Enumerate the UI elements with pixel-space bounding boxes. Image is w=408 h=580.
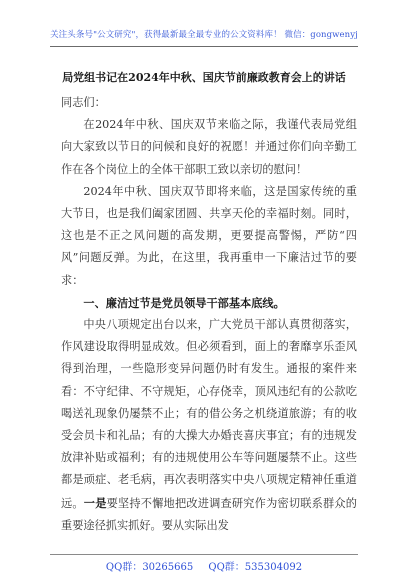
section-heading-1: 一、廉洁过节是党员领导干部基本底线。	[83, 295, 285, 310]
footer-contacts	[0, 558, 408, 573]
paragraph-requirements: 2024年中秋、国庆双节即将来临，这是国家传统的重大节日，也是我们阖家团圆、共享天伦的幸福时刻。同时，这也是不正之风问题的高发期，更要提高警惕，严防“四风”问题反弹。为此，在这里，我再重申一下廉洁过节的要求：	[61, 184, 357, 287]
paragraph-greeting: 在2024年中秋、国庆双节来临之际，我谨代表局党组向大家致以节日的问候和良好的祝愿！并通过你们向辛勤工作在各个岗位上的全体干部职工致以亲切的慰问！	[61, 118, 357, 176]
footer-qq-group-1: QQ群：30265665	[105, 562, 194, 573]
header-promo-note: 关注头条号"公文研究"，获得最新最全最专业的公文资料库！ 微信：gongwenyj	[50, 30, 358, 40]
paragraph-section-1-lead: 中央八项规定出台以来，广大党员干部认真贯彻落实，作风建设取得明显成效。但必须看到，面上的奢靡享乐歪风得到治理，一些隐形变异问题仍时有发生。通报的案件来看：不守纪律、不守规矩，心存侥幸，顶风违纪有的公款吃喝送礼现象仍屡禁不止；有的借公务之机绕道旅游；有的收受会员卡和礼品；有的大操大办婚丧喜庆事宜；有的违规发放津补贴或福利；有的违规使用公车等问题屡禁不止。这些都是顽症、老毛病，再次表明落实中央八项规定精神任重道远。	[61, 318, 357, 510]
footer-qq-group-2: QQ群：535304092	[208, 562, 303, 573]
paragraph-section-1	[61, 314, 357, 537]
footer-divider	[50, 554, 358, 555]
header-divider	[50, 46, 358, 47]
document-body	[61, 92, 357, 537]
paragraph-section-1-bold: 一是	[83, 495, 107, 510]
document-title: 局党组书记在2024年中秋、国庆节前廉政教育会上的讲话	[62, 71, 346, 84]
salutation: 同志们：	[61, 96, 106, 109]
paragraph-section-1-tail: 要坚持不懈地把改进调查研究作为密切联系群众的重要途径抓实抓好。要从实际出发	[61, 496, 357, 532]
